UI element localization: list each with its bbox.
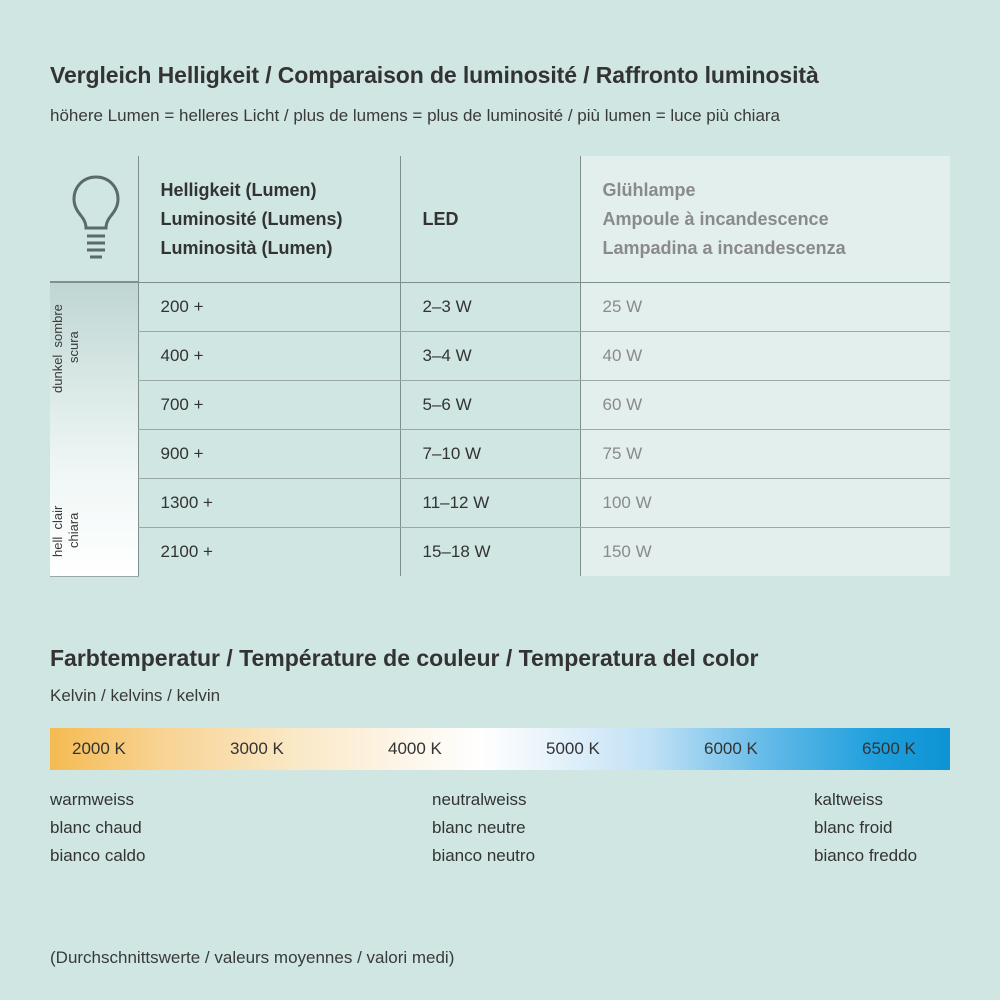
cell-incandescent: 100 W xyxy=(580,479,950,528)
color-temperature-subtitle: Kelvin / kelvins / kelvin xyxy=(50,686,221,705)
table-row xyxy=(50,283,950,332)
header-lumen-fr: Luminosité (Lumens) xyxy=(160,208,343,229)
warm-de: warmweiss xyxy=(50,790,135,809)
cell-led: 15–18 W xyxy=(400,528,580,577)
cell-lumen: 400 + xyxy=(138,332,400,381)
table-row xyxy=(50,381,950,430)
brightness-table xyxy=(50,156,950,577)
table-row xyxy=(50,430,950,479)
cell-lumen: 200 + xyxy=(138,283,400,332)
footnote: (Durchschnittswerte / valeurs moyennes / valori medi) xyxy=(50,948,455,967)
cell-lumen: 1300 + xyxy=(138,479,400,528)
cell-incandescent: 75 W xyxy=(580,430,950,479)
brightness-section-title: Vergleich Helligkeit / Comparaison de luminosité / Raffronto luminosità xyxy=(50,62,819,88)
temperature-name-warm xyxy=(50,786,145,870)
table-row xyxy=(50,332,950,381)
kelvin-tick: 2000 K xyxy=(72,739,126,758)
warm-it: bianco caldo xyxy=(50,846,146,865)
light-bulb-icon xyxy=(70,174,122,265)
cell-incandescent: 25 W xyxy=(580,283,950,332)
cell-led: 7–10 W xyxy=(400,430,580,479)
temperature-name-cold xyxy=(814,786,917,870)
color-temperature-title: Farbtemperatur / Température de couleur / Temperatura del color xyxy=(50,645,759,671)
cell-incandescent: 60 W xyxy=(580,381,950,430)
header-lumen xyxy=(138,156,400,283)
gauge-label-light: hell clair chiara xyxy=(50,505,81,557)
header-lumen-it: Luminosità (Lumen) xyxy=(160,237,333,258)
brightness-section-subtitle: höhere Lumen = helleres Licht / plus de lumens = plus de luminosité / più lumen = luce più chiara xyxy=(50,106,781,125)
cell-lumen: 900 + xyxy=(138,430,400,479)
cell-led: 5–6 W xyxy=(400,381,580,430)
table-row xyxy=(50,479,950,528)
bulb-cell xyxy=(50,156,138,282)
cell-led: 11–12 W xyxy=(400,479,580,528)
cell-incandescent: 40 W xyxy=(580,332,950,381)
cell-incandescent: 150 W xyxy=(580,528,950,577)
neutral-fr: blanc neutre xyxy=(432,818,526,837)
cell-lumen: 2100 + xyxy=(138,528,400,577)
header-incandescent xyxy=(580,156,950,283)
gauge-label-dark: dunkel sombre scura xyxy=(50,304,81,394)
brightness-table-wrapper xyxy=(50,156,950,577)
cold-it: bianco freddo xyxy=(814,846,918,865)
header-led: LED xyxy=(400,156,580,283)
cell-led: 2–3 W xyxy=(400,283,580,332)
brightness-gauge xyxy=(50,283,138,577)
header-incandescent-de: Glühlampe xyxy=(602,179,696,200)
kelvin-tick: 6000 K xyxy=(704,739,758,758)
header-incandescent-it: Lampadina a incandescenza xyxy=(602,237,846,258)
kelvin-tick: 5000 K xyxy=(546,739,600,758)
warm-fr: blanc chaud xyxy=(50,818,142,837)
temperature-name-neutral xyxy=(432,786,535,870)
bulb-icon-cell xyxy=(50,156,138,283)
cold-de: kaltweiss xyxy=(814,790,883,809)
table-row xyxy=(50,528,950,577)
header-incandescent-fr: Ampoule à incandescence xyxy=(602,208,829,229)
kelvin-tick: 3000 K xyxy=(230,739,284,758)
cell-led: 3–4 W xyxy=(400,332,580,381)
header-lumen-de: Helligkeit (Lumen) xyxy=(160,179,317,200)
kelvin-tick: 6500 K xyxy=(862,739,916,758)
table-header-row xyxy=(50,156,950,283)
cell-lumen: 700 + xyxy=(138,381,400,430)
kelvin-gradient-bar xyxy=(50,728,950,770)
cold-fr: blanc froid xyxy=(814,818,893,837)
kelvin-tick: 4000 K xyxy=(388,739,442,758)
neutral-de: neutralweiss xyxy=(432,790,527,809)
neutral-it: bianco neutro xyxy=(432,846,536,865)
